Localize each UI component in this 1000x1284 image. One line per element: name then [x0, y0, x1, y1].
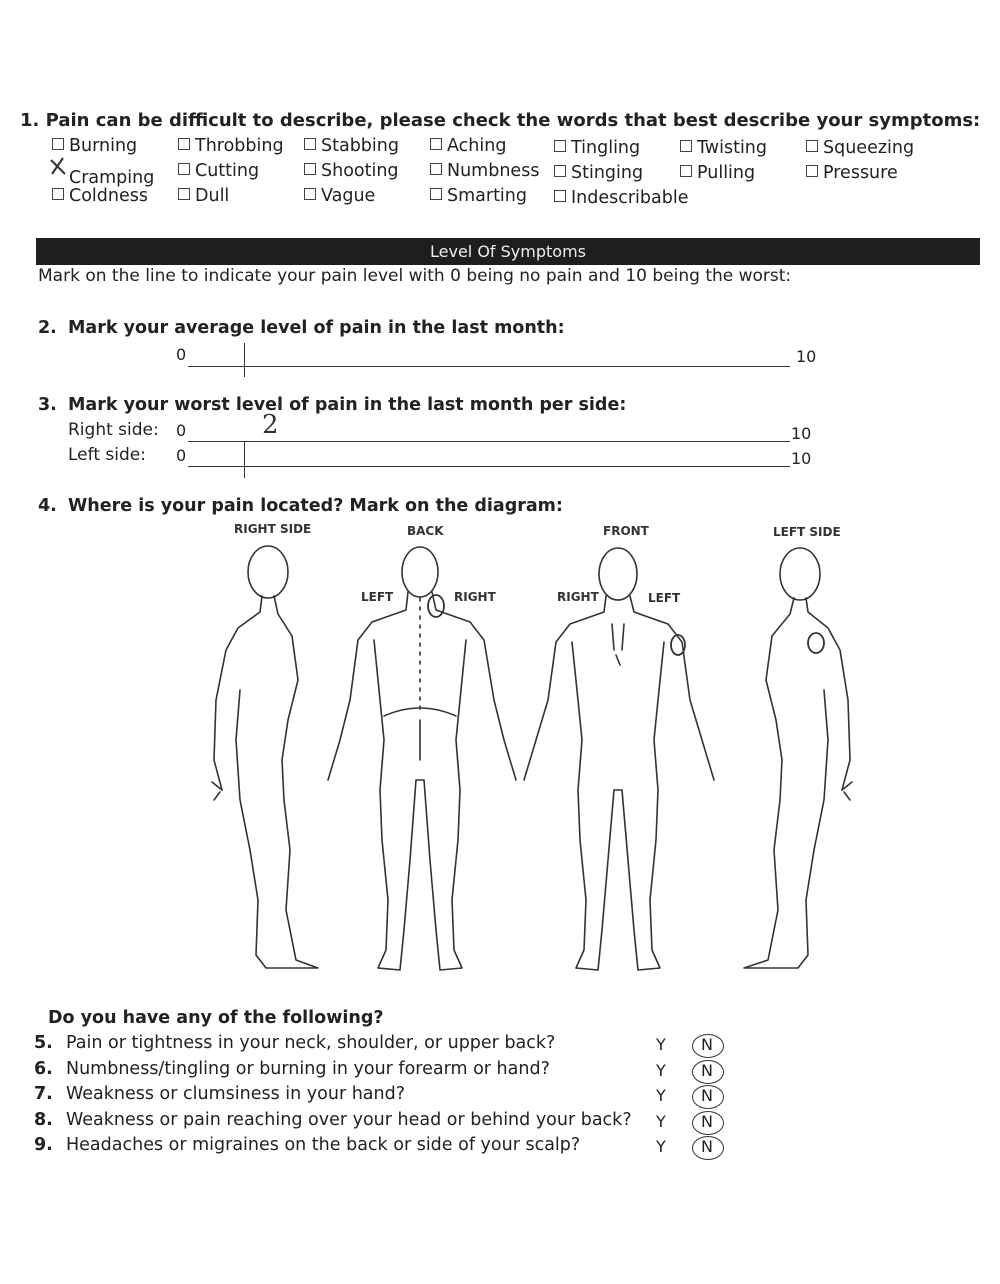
followup-item [34, 1084, 405, 1104]
option-tingling[interactable] [554, 138, 640, 158]
option-label: Aching [447, 136, 507, 156]
scale-max-label: 10 [791, 449, 812, 468]
question-number: 3. [38, 395, 57, 415]
option-smarting[interactable] [430, 186, 527, 206]
option-numbness[interactable] [430, 161, 539, 181]
option-label: Stabbing [321, 136, 399, 156]
option-shooting[interactable] [304, 161, 399, 181]
right-side-pain-scale-line[interactable] [188, 441, 790, 442]
answer-circle-mark [692, 1085, 724, 1109]
checkbox-icon[interactable] [554, 140, 566, 152]
option-squeezing[interactable] [806, 138, 914, 158]
option-label: Indescribable [571, 188, 689, 208]
followup-item [34, 1033, 555, 1053]
checkbox-icon[interactable] [806, 165, 818, 177]
option-cramping[interactable] [52, 161, 154, 188]
option-aching[interactable] [430, 136, 506, 156]
body-figure-front[interactable] [524, 548, 714, 970]
option-stabbing[interactable] [304, 136, 399, 156]
body-figure-left-side[interactable] [744, 548, 852, 968]
option-burning[interactable] [52, 136, 137, 156]
followup-item [34, 1059, 550, 1079]
question-2-heading [38, 318, 565, 338]
question-number: 6. [34, 1058, 53, 1079]
checkbox-icon[interactable] [304, 163, 316, 175]
option-label: Vague [321, 186, 376, 206]
right-side-label: Right side: [68, 420, 159, 440]
body-figure-back[interactable] [328, 547, 516, 970]
checkbox-checked-icon[interactable] [52, 161, 64, 173]
average-pain-mark [244, 343, 245, 377]
checkbox-icon[interactable] [430, 138, 442, 150]
question-text: Where is your pain located? Mark on the diagram: [68, 496, 563, 516]
question-number: 8. [34, 1109, 53, 1130]
answer-no-option[interactable]: N [701, 1137, 713, 1156]
followup-item [34, 1110, 632, 1130]
scale-min-label: 0 [176, 446, 187, 465]
answer-circle-mark [692, 1060, 724, 1084]
body-diagram[interactable] [0, 540, 1000, 980]
back-right-label: RIGHT [454, 590, 496, 604]
option-label: Pulling [697, 163, 756, 183]
answer-no-option[interactable]: N [701, 1035, 713, 1054]
checkbox-icon[interactable] [680, 140, 692, 152]
option-label: Throbbing [195, 136, 284, 156]
question-number: 1. [20, 110, 40, 131]
checkbox-icon[interactable] [304, 188, 316, 200]
option-label: Cutting [195, 161, 260, 181]
checkbox-icon[interactable] [554, 165, 566, 177]
checkbox-icon[interactable] [178, 188, 190, 200]
front-left-label: LEFT [648, 591, 681, 605]
average-pain-scale-line[interactable] [188, 366, 790, 367]
option-pulling[interactable] [680, 163, 755, 183]
question-number: 9. [34, 1135, 53, 1155]
question-3-heading [38, 395, 626, 415]
answer-yes-option[interactable]: Y [656, 1086, 666, 1105]
answer-no-option[interactable]: N [701, 1086, 713, 1105]
option-label: Cramping [69, 168, 155, 188]
option-coldness[interactable] [52, 186, 148, 206]
option-label: Pressure [823, 163, 898, 183]
option-dull[interactable] [178, 186, 229, 206]
option-label: Smarting [447, 186, 527, 206]
view-label-left-side: LEFT SIDE [773, 525, 841, 539]
question-number: 5. [34, 1033, 53, 1053]
checkbox-icon[interactable] [554, 190, 566, 202]
option-throbbing[interactable] [178, 136, 284, 156]
answer-yes-option[interactable]: Y [656, 1111, 666, 1131]
checkbox-icon[interactable] [304, 138, 316, 150]
option-label: Numbness [447, 161, 540, 181]
option-pressure[interactable] [806, 163, 898, 183]
checkbox-icon[interactable] [52, 138, 64, 150]
view-label-right-side: RIGHT SIDE [234, 522, 312, 536]
view-label-back: BACK [407, 524, 444, 538]
checkbox-icon[interactable] [680, 165, 692, 177]
option-label: Stinging [571, 163, 644, 183]
followup-item [34, 1135, 580, 1155]
question-text: Weakness or pain reaching over your head or behind your back? [66, 1109, 632, 1130]
pain-mark-left-side-arm [808, 633, 824, 653]
checkbox-icon[interactable] [178, 163, 190, 175]
question-text: Pain can be difficult to describe, please check the words that best describe your symptoms: [45, 110, 981, 131]
question-text: Weakness or clumsiness in your hand? [66, 1084, 406, 1104]
scale-max-label: 10 [791, 424, 812, 443]
question-text: Headaches or migraines on the back or side of your scalp? [66, 1135, 581, 1155]
scale-min-label: 0 [176, 421, 187, 440]
scale-max-label: 10 [796, 347, 817, 366]
question-text: Mark your average level of pain in the last month: [68, 318, 565, 338]
option-label: Twisting [697, 138, 768, 158]
section-banner: Level Of Symptoms [36, 238, 980, 265]
option-label: Tingling [571, 138, 641, 158]
question-text: Mark your worst level of pain in the last month per side: [68, 395, 627, 415]
option-vague[interactable] [304, 186, 375, 206]
left-side-pain-mark [244, 442, 245, 478]
option-indescribable[interactable] [554, 188, 689, 208]
checkbox-icon[interactable] [430, 163, 442, 175]
option-cutting[interactable] [178, 161, 259, 181]
option-label: Dull [195, 186, 230, 206]
left-side-label: Left side: [68, 445, 146, 465]
pain-mark-back-right-shoulder [428, 595, 444, 617]
question-number: 2. [38, 318, 57, 338]
answer-no-option[interactable]: N [701, 1111, 713, 1131]
question-4-heading [38, 496, 563, 516]
question-number: 4. [38, 496, 57, 516]
question-number: 7. [34, 1084, 53, 1104]
checkbox-icon[interactable] [430, 188, 442, 200]
scale-min-label: 0 [176, 345, 187, 364]
answer-yes-option[interactable]: Y [656, 1137, 666, 1156]
option-label: Squeezing [823, 138, 915, 158]
front-right-label: RIGHT [557, 590, 599, 604]
pain-scale-instructions: Mark on the line to indicate your pain level with 0 being no pain and 10 being the worst: [38, 266, 792, 286]
answer-no-option[interactable]: N [701, 1060, 713, 1080]
answer-circle-mark [692, 1034, 724, 1058]
view-label-front: FRONT [603, 524, 649, 538]
checkbox-icon[interactable] [806, 140, 818, 152]
answer-circle-mark [692, 1136, 724, 1160]
question-text: Pain or tightness in your neck, shoulder, or upper back? [66, 1033, 556, 1053]
question-text: Numbness/tingling or burning in your forearm or hand? [66, 1058, 550, 1079]
back-left-label: LEFT [361, 590, 394, 604]
option-label: Shooting [321, 161, 399, 181]
question-1-heading [20, 110, 980, 131]
answer-circle-mark [692, 1111, 724, 1135]
checkbox-icon[interactable] [178, 138, 190, 150]
right-side-handwritten-value: 2 [262, 410, 279, 440]
left-side-pain-scale-line[interactable] [188, 466, 790, 467]
body-figure-right-side[interactable] [212, 546, 318, 968]
checkbox-icon[interactable] [52, 188, 64, 200]
option-stinging[interactable] [554, 163, 643, 183]
answer-yes-option[interactable]: Y [656, 1035, 666, 1054]
followup-heading: Do you have any of the following? [48, 1008, 384, 1028]
option-label: Burning [69, 136, 138, 156]
option-label: Coldness [69, 186, 148, 206]
option-twisting[interactable] [680, 138, 767, 158]
answer-yes-option[interactable]: Y [656, 1060, 666, 1080]
